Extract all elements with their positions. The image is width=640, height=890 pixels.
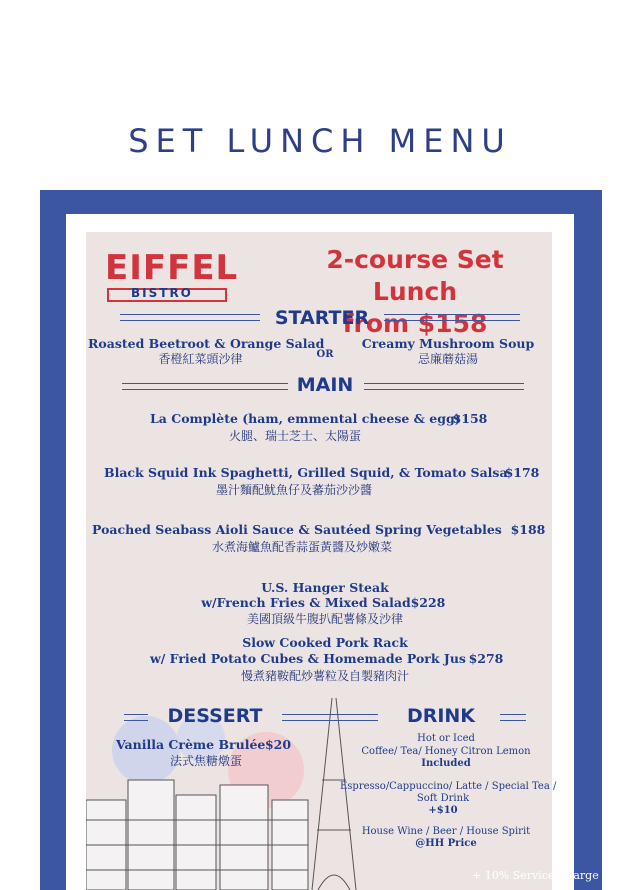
drink-line2: Coffee/ Tea/ Honey Citron Lemon [361, 746, 531, 757]
drink-line7: House Wine / Beer / House Spirit [361, 826, 531, 837]
main-1-en: La Complète (ham, emmental cheese & egg) [150, 411, 461, 426]
main-5-en1: Slow Cooked Pork Rack [242, 635, 408, 650]
drink-line4: Espresso/Cappuccino/ Latte / Special Tea / [340, 781, 557, 792]
section-dessert: DESSERT [167, 705, 263, 727]
divider-rule [122, 383, 288, 390]
main-5-zh: 慢煮豬鞍配炒薯粒及自製豬肉汁 [240, 669, 409, 683]
starter-right-zh: 忌廉蘑菇湯 [417, 352, 478, 366]
main-3-zh: 水煮海鱸魚配香蒜蛋黃醬及炒嫩菜 [211, 540, 392, 554]
main-2-price: $178 [504, 465, 540, 480]
headline-line2: from $158 [342, 309, 488, 338]
eiffel-bistro-logo [105, 248, 239, 302]
divider-rule [500, 714, 526, 721]
drink-line3: Included [421, 758, 471, 769]
page-title: SET LUNCH MENU [128, 122, 512, 160]
starter-or: OR [316, 349, 334, 360]
main-3-price: $188 [510, 522, 546, 537]
main-2-en: Black Squid Ink Spaghetti, Grilled Squid, & Tomato Salsa [104, 465, 508, 480]
section-drink: DRINK [406, 705, 476, 727]
divider-rule [282, 714, 378, 721]
divider-rule [124, 714, 148, 721]
divider-rule [120, 314, 260, 321]
main-2-zh: 墨汁麵配魷魚仔及蕃茄沙沙醬 [215, 483, 372, 497]
main-5-price: $278 [468, 651, 504, 666]
starter-left-en: Roasted Beetroot & Orange Salad [88, 336, 325, 351]
divider-rule [384, 314, 520, 321]
drink-line1: Hot or Iced [417, 733, 475, 744]
main-1-zh: 火腿、瑞士芝士、太陽蛋 [228, 429, 361, 443]
dessert-zh: 法式焦糖燉蛋 [169, 754, 242, 768]
drink-line8: @HH Price [415, 838, 477, 849]
main-4-price: $228 [410, 595, 446, 610]
drink-line6: +$10 [428, 805, 458, 816]
main-1-price: $158 [452, 411, 488, 426]
main-4-en1: U.S. Hanger Steak [261, 580, 389, 595]
main-3-en: Poached Seabass Aioli Sauce & Sautéed Spring Vegetables [92, 522, 502, 537]
dessert-price: $20 [264, 737, 292, 752]
logo-sub: BISTRO [131, 286, 193, 300]
main-5-en2: w/ Fried Potato Cubes & Homemade Pork Jus [150, 651, 466, 666]
starter-left-zh: 香橙紅菜頭沙律 [158, 352, 243, 366]
main-4-zh: 美國頂級牛腹扒配薯條及沙律 [246, 612, 403, 626]
service-charge-note: + 10% Service Charge [472, 869, 599, 882]
drink-line5: Soft Drink [416, 793, 470, 804]
main-4-en2: w/French Fries & Mixed Salad [201, 595, 411, 610]
section-starter: STARTER [274, 307, 370, 329]
divider-rule [364, 383, 524, 390]
logo-name: EIFFEL [105, 248, 239, 288]
headline-line1: 2-course Set Lunch [326, 245, 504, 306]
starter-right-en: Creamy Mushroom Soup [361, 336, 535, 351]
dessert-en: Vanilla Crème Brulée [116, 737, 266, 752]
section-main: MAIN [296, 374, 354, 396]
